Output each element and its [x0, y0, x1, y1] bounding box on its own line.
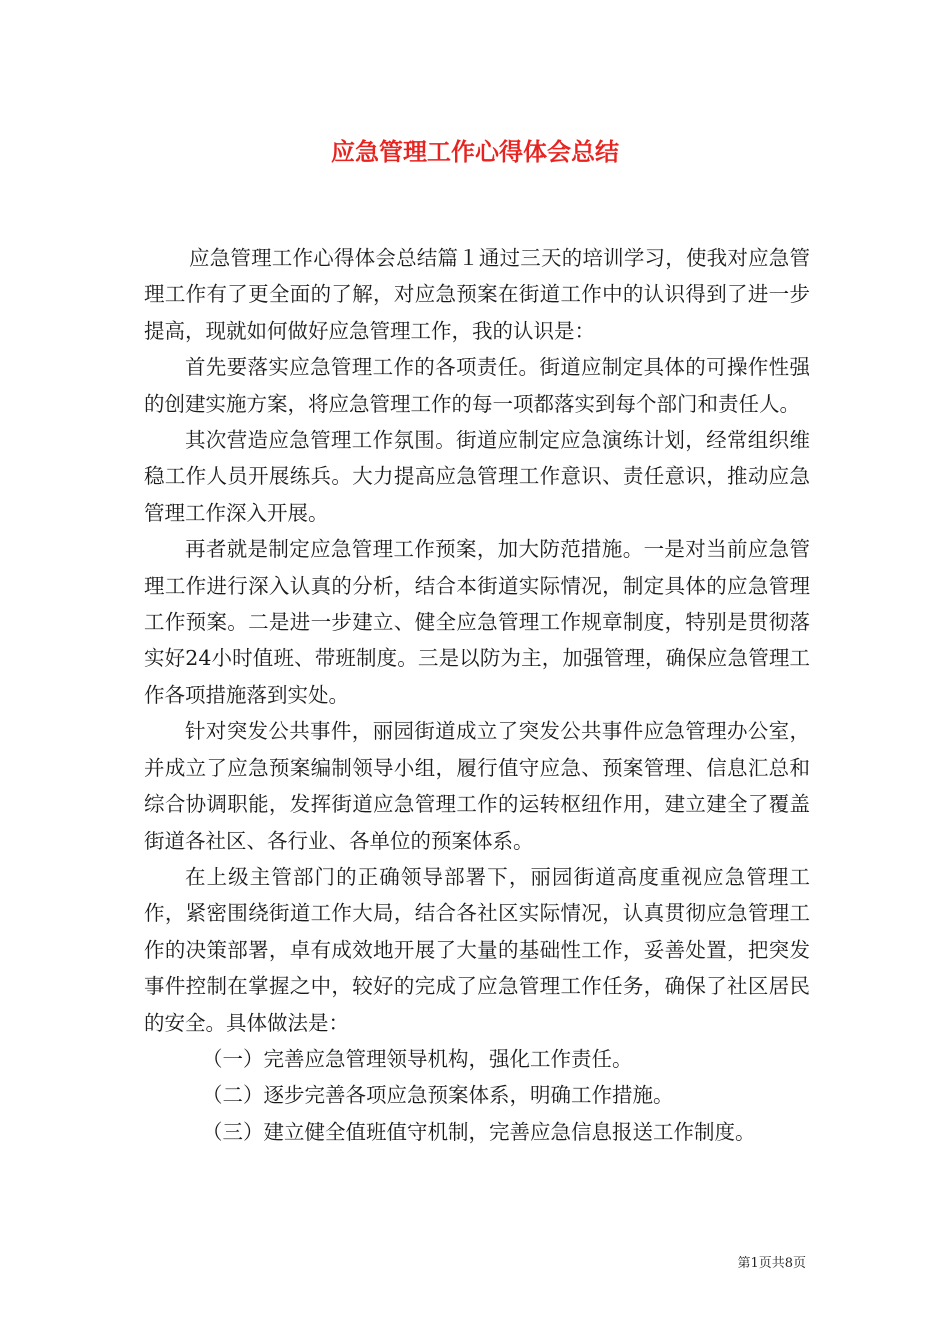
- document-body: [144, 240, 810, 1150]
- document-title: 应急管理工作心得体会总结: [331, 137, 619, 166]
- page-number-footer: 第1页共8页: [737, 1256, 806, 1271]
- list-item: （一）完善应急管理领导机构，强化工作责任。: [202, 1046, 633, 1071]
- list-item: （二）逐步完善各项应急预案体系，明确工作措施。: [202, 1083, 674, 1108]
- list-item: （三）建立健全值班值守机制，完善应急信息报送工作制度。: [202, 1119, 756, 1144]
- paragraph: 其次营造应急管理工作氛围。街道应制定应急演练计划，经常组织维稳工作人员开展练兵。大力提高应急管理工作意识、责任意识，推动应急管理工作深入开展。: [144, 428, 810, 525]
- paragraph: 首先要落实应急管理工作的各项责任。街道应制定具体的可操作性强的创建实施方案，将应急管理工作的每一项都落实到每个部门和责任人。: [144, 355, 810, 416]
- paragraph: 在上级主管部门的正确领导部署下，丽园街道高度重视应急管理工作，紧密围绕街道工作大局，结合各社区实际情况，认真贯彻应急管理工作的决策部署，卓有成效地开展了大量的基础性工作，妥善处置，把突发事件控制在掌握之中，较好的完成了应急管理工作任务，确保了社区居民的安全。具体做法是：: [144, 864, 810, 1035]
- paragraph: 再者就是制定应急管理工作预案，加大防范措施。一是对当前应急管理工作进行深入认真的分析，结合本街道实际情况，制定具体的应急管理工作预案。二是进一步建立、健全应急管理工作规章制度，特别是贯彻落实好24小时值班、带班制度。三是以防为主，加强管理，确保应急管理工作各项措施落到实处。: [144, 537, 810, 707]
- paragraph: 针对突发公共事件，丽园街道成立了突发公共事件应急管理办公室，并成立了应急预案编制领导小组，履行值守应急、预案管理、信息汇总和综合协调职能，发挥街道应急管理工作的运转枢纽作用，建立建全了覆盖街道各社区、各行业、各单位的预案体系。: [144, 719, 810, 853]
- paragraph: 应急管理工作心得体会总结篇１通过三天的培训学习，使我对应急管理工作有了更全面的了解，对应急预案在街道工作中的认识得到了进一步提高，现就如何做好应急管理工作，我的认识是：: [144, 246, 810, 343]
